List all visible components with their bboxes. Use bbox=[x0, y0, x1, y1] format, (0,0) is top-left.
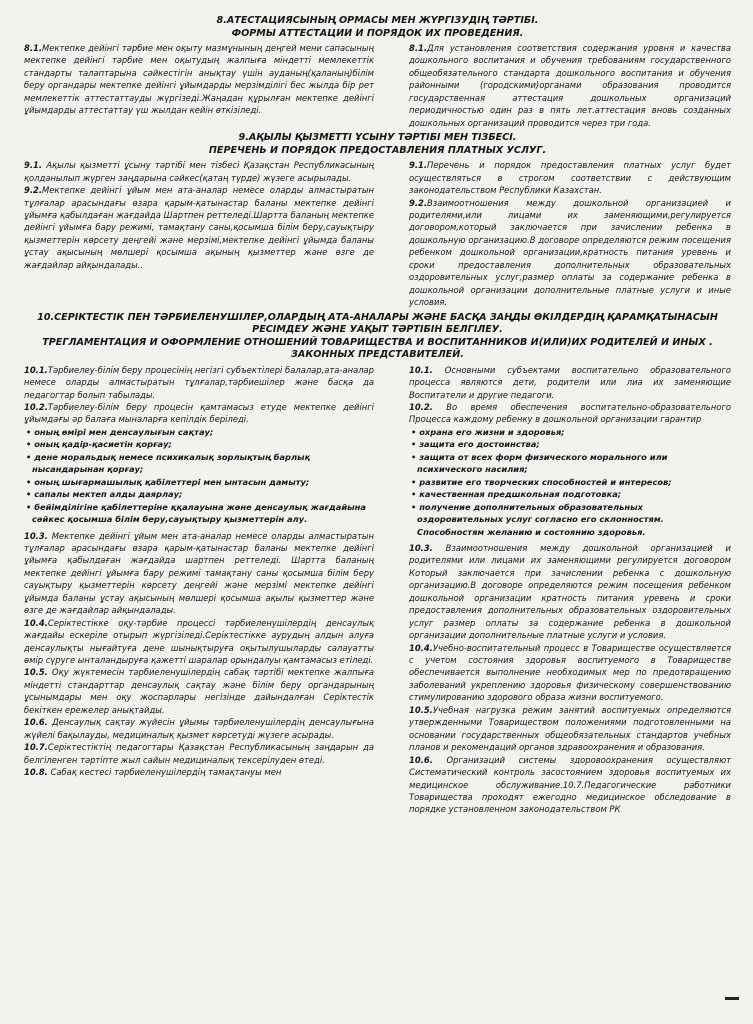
paragraph-9-1-ru bbox=[409, 159, 731, 196]
paragraph-text: Мектепке дейінгі ұйым мен ата-аналар немесе оларды алмастыратын тұлғалар арасындағы өзара қарым-қатынастар баланы мектепке дейінгі ұйымға қабылдаған жағдайда Шартпен реттеледі.Шартта баланың мектепке дейінгі ұйымға бару режимі, тамақтану саны,қосымша білім беру,сауықтыру қызметтерін көрсету деңгейі және мерзімі,мектепке дейінгі ұйымда баланы ұстау ақысының мөлшері қосымша ақының қызметтер және өзге де жағдайлар айқындалады.. bbox=[24, 185, 374, 270]
paragraph-text: Оқу жүктемесін тәрбиеленушілердің сабақ тәртібі мектепке жалпыға міндетті стандарттар денсаулық сақтау және білім беру органдарының ұсынымдары мен оқу жоспарлары негізінде дайындалған Серіктестік бекіткен ережелер анықтайды. bbox=[24, 667, 374, 715]
paragraph-9-1-kz bbox=[24, 159, 374, 184]
section-8-left-column bbox=[24, 42, 374, 129]
paragraph-text: Учебно-воспитательный процесс в Товариществе осуществляется с учетом состояния здоровья воспитуемого в Товариществе обеспечивается выполнение необходимых мер по предотвращению заболеваний укреплению здоровья физическому совершенствованию стимулированию здорового образа жизни воспитуемого. bbox=[409, 642, 731, 703]
paragraph-10-3-ru bbox=[409, 542, 731, 642]
section-10 bbox=[24, 312, 731, 816]
paragraph-number: 10.7. bbox=[24, 742, 48, 753]
list-item: • сапалы мектеп алды даярлау; bbox=[24, 488, 374, 500]
section-8 bbox=[24, 15, 731, 129]
paragraph-10-6-ru bbox=[409, 754, 731, 816]
section-8-title-ru: ФОРМЫ АТТЕСТАЦИИ И ПОРЯДОК ИХ ПРОВЕДЕНИЯ. bbox=[231, 27, 524, 39]
paragraph-number: 10.5. bbox=[409, 704, 433, 715]
paragraph-number: 9.1. bbox=[24, 160, 43, 171]
paragraph-text: Мектепке дейінгі тәрбие мен оқыту мазмұнының деңгей мени сапасының мектепке дейінгі тәрбие мен оқытудың жалпыға міндетті мемлекеттік стандарты талаптарына сәйкестігін анықтау үшін ауданың(қаланың)білім беру органдары мектепке дейінгі ұйымдарды мерзімділігі бес жылда бір рет мемлекеттік аттестаттауды жүргізеді.Жаңадан құрылған мектепке дейінгі ұйымдарды аттестаттау үш жылдан кейін өткізіледі. bbox=[24, 43, 374, 116]
list-item: • качественная предшкольная подготовка; bbox=[409, 488, 731, 500]
list-item: • развитие его творческих способностей и интересов; bbox=[409, 476, 731, 488]
paragraph-text: Мектепке дейінгі ұйым мен ата-аналар немесе оларды алмастыратын тұлғалар арасындағы өзара қарым-қатынастар баланы мектепке дейінгі ұйымға қабылдаған жағдайда шартпен реттеледі. Шартта баланың мектепке дейінгі ұйымға бару режимі тамақтану саны қосымша білім беру сауықтыру қызметтерін көрсету деңгейі және мерзімі мектепке дейінгі ұйымда баланы ұстау ақысының мөлшері қосымша ақылы қызметтер және өзге де жағдайлар айқындалады. bbox=[24, 530, 374, 616]
list-item: • оның шығармашылық қабілеттері мен ынтасын дамыту; bbox=[24, 476, 374, 488]
paragraph-8-1-kz bbox=[24, 42, 374, 117]
section-10-right-column bbox=[409, 364, 731, 816]
paragraph-text: Учебная нагрузка режим занятий воспитуемых определяются утвержденными Товариществом положениями подготовленными на основании государственных общеобязательных стандартов учебных планов и рекомендаций органов здравоохранения и образования. bbox=[409, 704, 731, 753]
paragraph-number: 10.3. bbox=[24, 530, 48, 541]
paragraph-number: 8.1. bbox=[409, 43, 428, 53]
paragraph-10-4-kz bbox=[24, 617, 374, 667]
section-8-right-column bbox=[409, 42, 731, 129]
paragraph-10-7-kz bbox=[24, 741, 374, 766]
section-8-title-kz: 8.АТЕСТАЦИЯСЫНЫҢ ОРМАСЫ МЕН ЖҮРГІЗУДІҢ ТӘРТІБІ. bbox=[216, 15, 539, 26]
paragraph-9-2-kz bbox=[24, 184, 374, 271]
paragraph-number: 10.5. bbox=[24, 667, 48, 678]
paragraph-10-4-ru bbox=[409, 642, 731, 704]
paragraph-number: 10.6. bbox=[24, 717, 48, 728]
section-10-title-kz-line2: РЕСІМДЕУ ЖӘНЕ УАҚЫТ ТӘРТІБІН БЕЛГІЛЕУ. bbox=[252, 324, 503, 336]
paragraph-number: 9.2. bbox=[24, 185, 43, 196]
paragraph-8-1-ru bbox=[409, 42, 731, 129]
paragraph-number: 10.8. bbox=[24, 767, 48, 778]
list-item: • охрана его жизни и здоровья; bbox=[409, 426, 731, 438]
list-item: • получение дополнительных образовательных оздоровительных услуг согласно его склонностям. Способностям желанию и состоянию здоровья. bbox=[409, 501, 731, 538]
list-item: • защита его достоинства; bbox=[409, 438, 731, 450]
paragraph-text: Сабақ кестесі тәрбиеленушілердің тамақтануы мен bbox=[50, 767, 282, 778]
paragraph-10-2-ru bbox=[409, 401, 731, 426]
paragraph-9-2-ru bbox=[409, 197, 731, 309]
paragraph-number: 9.1. bbox=[409, 160, 428, 171]
paragraph-10-2-kz bbox=[24, 401, 374, 426]
paragraph-text: Тәрбиелеу-білім беру процесінің негізгі субъектілері балалар,ата-аналар немесе оларды алмастыратын тұлғалар,тәрбиешілер және басқа да педагогтар болып табылады. bbox=[24, 364, 374, 400]
paragraph-text: Серіктестіктің педагогтары Қазақстан Республикасының заңдарын да белгіленген тәртіпте жыл сайын медициналық тексерілуден өтеді. bbox=[24, 742, 374, 765]
list-item: • защита от всех форм физического морального или психического насилия; bbox=[409, 451, 731, 476]
list-item: • оның өмірі мен денсаулығын сақтау; bbox=[24, 426, 374, 438]
section-9-title-ru: ПЕРЕЧЕНЬ И ПОРЯДОК ПРЕДОСТАВЛЕНИЯ ПЛАТНЫХ УСЛУГ. bbox=[208, 144, 547, 156]
section-10-title-ru-line1: ТРЕГЛАМЕНТАЦИЯ И ОФОРМЛЕНИЕ ОТНОШЕНИЙ ТОВАРИЩЕСТВА И ВОСПИТАННИКОВ И(ИЛИ)ИХ РОДИТЕЛЕЙ И ИНЫХ . bbox=[42, 336, 713, 348]
paragraph-text: Перечень и порядок предоставления платных услуг будет осуществляться в строгом соответствии с действующим законодательством Республики Казахстан. bbox=[409, 160, 731, 196]
paragraph-text: Взаимоотношения между дошкольной организацией и родителями или лицами их заменяющими регулируется договором Который заключается при зачислении ребенка с дошкольную организацию.В договоре определяются режим посещения ребенком дошкольной организации кратность питания уревень и сроки предоставления дополнительных образовательных оздоровительных услуг размер оплаты за содержание ребенка в дошкольной организации дополнительные платные услуги и условия. bbox=[409, 542, 731, 641]
paragraph-text: Организаций системы здоровоохранения осуществляют Систематический контроль засостоянием здоровья воспитуемых их медицинское обслуживание.10.7.Педагогические работники Товарищества проходят ежегодно медицинское обследование в порядке установленном законодательством РК bbox=[409, 754, 731, 815]
paragraph-number: 10.2. bbox=[24, 401, 48, 412]
page-edge-mark bbox=[725, 997, 739, 1000]
paragraph-10-8-kz bbox=[24, 766, 374, 778]
paragraph-number: 8.1. bbox=[24, 43, 43, 53]
paragraph-text: Серіктестікке оқу-тәрбие процессі тәрбиеленушілердің денсаулық жағдайы ескеріле отырып жүргізіледі.Серіктестікке аурудың алдын алуға денсаулықты нығайтуға дене шынықтыруға оқытылушыларды салауатты өмір сүруге ынталандыруға қажетті шаралар орындалуы қамтамасыз етіледі. bbox=[24, 617, 374, 666]
paragraph-number: 10.4. bbox=[409, 642, 433, 653]
paragraph-number: 10.6. bbox=[409, 754, 433, 765]
paragraph-text: Для установления соответствия содержания уровня и качества дошкольного воспитания и обучения требованиям государственного общеобязательного стандарта дошкольного воспитания и обучения районными (городскими)органами образования проводится государственная аттестация дошкольных организаций периодичностью один раз в пять лет.аттестация вновь созданных дошкольных организаций проводится через три года. bbox=[409, 43, 731, 128]
paragraph-text: Во время обеспечения воспитательно-образовательного Процесса каждому ребенку в дошкольной организации гарантир bbox=[409, 401, 731, 425]
section-9-left-column bbox=[24, 159, 374, 308]
paragraph-text: Ақылы қызметті ұсыну тәртібі мен тізбесі Қазақстан Республикасының қолданылып жүрген заңдарына сәйкес(қатаң түрде) жүзеге асырылады. bbox=[24, 160, 374, 183]
section-10-title-kz-line1: 10.СЕРІКТЕСТІК ПЕН ТӘРБИЕЛЕНУШІЛЕР,ОЛАРДЫҢ АТА-АНАЛАРЫ ЖӘНЕ БАСҚА ЗАҢДЫ ӨКІЛДЕРДІҢ ҚАРАМҚАТЫНАСЫН bbox=[37, 311, 718, 323]
paragraph-number: 10.1. bbox=[24, 364, 48, 375]
paragraph-number: 10.4. bbox=[24, 617, 48, 628]
paragraph-10-1-kz bbox=[24, 364, 374, 401]
list-item: • бейімділігіне қабілеттеріне ққалауына және денсаулық жағдайына сәйкес қосымша білім беру,сауықтыру қызметтерін алу. bbox=[24, 501, 374, 526]
section-10-left-column bbox=[24, 364, 374, 816]
paragraph-number: 10.2. bbox=[409, 401, 433, 412]
paragraph-number: 9.2. bbox=[409, 197, 428, 208]
list-item: • оның қадір-қасиетін қорғау; bbox=[24, 438, 374, 450]
paragraph-10-3-kz bbox=[24, 530, 374, 617]
section-10-title-ru-line2: ЗАКОННЫХ ПРЕДСТАВИТЕЛЕЙ. bbox=[291, 349, 464, 361]
paragraph-number: 10.3. bbox=[409, 542, 433, 553]
paragraph-10-5-ru bbox=[409, 704, 731, 754]
paragraph-text: Основными субъектами воспитательно образовательного процесса являются дети, родители или лиа их заменяющие Воспитатели и другие педагоги. bbox=[409, 364, 731, 400]
section-9-right-column bbox=[409, 159, 731, 308]
paragraph-10-1-ru bbox=[409, 364, 731, 401]
paragraph-10-6-kz bbox=[24, 716, 374, 741]
paragraph-number: 10.1. bbox=[409, 364, 433, 375]
section-9 bbox=[24, 132, 731, 308]
paragraph-text: Тәрбиелеу-білім беру процесін қамтамасыз етуде мектепке дейінгі ұйымдағы әр балаға мыналарға кепілдік беріледі. bbox=[24, 401, 374, 425]
section-9-title-kz: 9.АҚЫЛЫ ҚЫЗМЕТТІ ҰСЫНУ ТӘРТІБІ МЕН ТІЗБЕСІ. bbox=[238, 132, 517, 144]
paragraph-text: Взаимоотношения между дошкольной организацией и родителями,или лицами их заменяющими,регулируется договором,который заключается при зачислении ребенка в дошкольную организацию.В договоре определяются режим посещения ребенком дошкольной организации,кратность питания уревень и сроки предоставления дополнительных образовательных оздоровительных услуг,размер оплаты за содержание ребенка в дошкольной организации дополнительные платные услуги и иные условия. bbox=[409, 197, 731, 308]
list-item: • дене моральдық немесе психикалық зорлықтың барлық нысандарынан қорғау; bbox=[24, 451, 374, 476]
paragraph-10-5-kz bbox=[24, 666, 374, 716]
paragraph-text: Денсаулық сақтау жүйесін ұйымы тәрбиеленушілердің денсаулығына жүйелі бақылауды, медициналық қызмет көрсетуді жүзеге асырады. bbox=[24, 717, 374, 740]
